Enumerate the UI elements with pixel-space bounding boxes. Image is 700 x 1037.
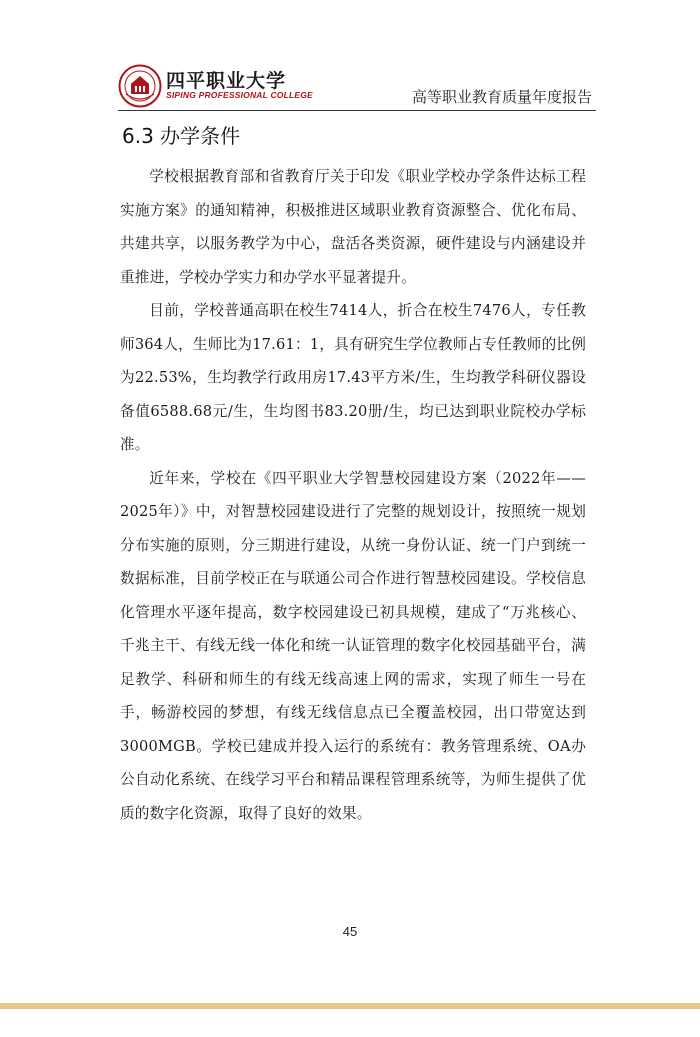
paragraph-smart-campus: 近年来，学校在《四平职业大学智慧校园建设方案（2022年——2025年）》中，对智慧校园建设进行了完整的规划设计，按照统一规划分布实施的原则，分三期进行建设，从统一身份认证、统一门户到统一数据标准，目前学校正在与联通公司合作进行智慧校园建设。学校信息化管理水平逐年提高，数字校园建设已初具规模，建成了“万兆核心、千兆主干、有线无线一体化和统一认证管理的数字化校园基础平台，满足教学、科研和师生的有线无线高速上网的需求，实现了师生一号在手，畅游校园的梦想，有线无线信息点已全覆盖校园，出口带宽达到3000MGB。学校已建成并投入运行的系统有：教务管理系统、OA办公自动化系统、在线学习平台和精品课程管理系统等，为师生提供了优质的数字化资源，取得了良好的效果。	[120, 469, 586, 822]
page-header	[118, 62, 596, 110]
header-divider	[118, 110, 596, 111]
logo-name-english: SIPING PROFESSIONAL COLLEGE	[166, 90, 313, 100]
logo-name-chinese: 四平职业大学	[166, 70, 287, 92]
body-text	[120, 160, 586, 830]
paragraph-standards: 学校根据教育部和省教育厅关于印发《职业学校办学条件达标工程实施方案》的通知精神，积极推进区域职业教育资源整合、优化布局、共建共享，以服务教学为中心，盘活各类资源，硬件建设与内涵建设并重推进，学校办学实力和办学水平显著提升。	[120, 168, 586, 286]
report-title: 高等职业教育质量年度报告	[411, 88, 592, 106]
college-seal-icon	[118, 64, 162, 108]
paragraph-statistics: 目前，学校普通高职在校生7414人，折合在校生7476人，专任教师364人，生师比为17.61：1，具有研究生学位教师占专任教师的比例为22.53%，生均教学行政用房17.43平方米/生，生均教学科研仪器设备值6588.68元/生，生均图书83.20册/生，均已达到职业院校办学标准。	[120, 302, 586, 453]
section-heading: 6.3 办学条件	[122, 124, 241, 148]
page-number: 45	[342, 924, 358, 939]
footer-band	[0, 1003, 700, 1009]
